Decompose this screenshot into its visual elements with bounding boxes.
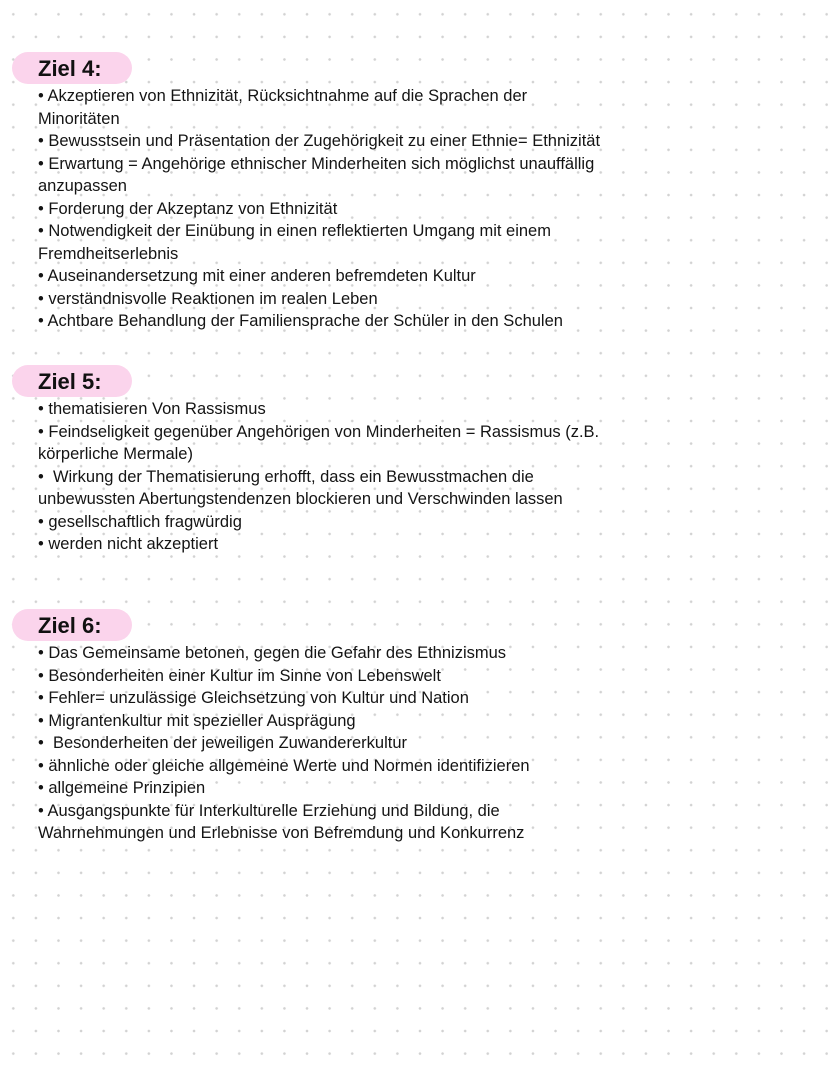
list-line: • Akzeptieren von Ethnizität, Rücksichtnahme auf die Sprachen der xyxy=(38,87,528,105)
list-line: • Besonderheiten der jeweiligen Zuwandererkultur xyxy=(38,734,407,752)
list-line: • Erwartung = Angehörige ethnischer Minderheiten sich möglichst unauffällig xyxy=(38,154,595,173)
list-line: • Notwendigkeit der Einübung in einen reflektierten Umgang mit einem xyxy=(38,222,551,240)
list-line: unbewussten Abertungstendenzen blockieren und Verschwinden lassen xyxy=(38,490,563,508)
list-line: • werden nicht akzeptiert xyxy=(38,535,219,553)
list-line: • Achtbare Behandlung der Familiensprache der Schüler in den Schulen xyxy=(38,312,563,330)
list-line: • verständnisvolle Reaktionen im realen Leben xyxy=(38,289,378,308)
list-line: • Wirkung der Thematisierung erhofft, dass ein Bewusstmachen die xyxy=(38,467,534,486)
section-heading xyxy=(38,365,798,399)
section-ziel-4 xyxy=(38,52,798,333)
list-line: • allgemeine Prinzipien xyxy=(38,779,206,797)
list-line: • gesellschaftlich fragwürdig xyxy=(38,512,242,531)
list-line: • Besonderheiten einer Kultur im Sinne von Lebenswelt xyxy=(38,666,441,685)
bullet-list xyxy=(38,398,798,556)
section-ziel-5 xyxy=(38,365,798,556)
list-line: anzupassen xyxy=(38,177,127,195)
section-title: Ziel 4: xyxy=(38,56,102,81)
list-line: Minoritäten xyxy=(38,109,120,128)
list-line: • Feindseligkeit gegenüber Angehörigen von Minderheiten = Rassismus (z.B. xyxy=(38,422,600,441)
list-line: • Auseinandersetzung mit einer anderen befremdeten Kultur xyxy=(38,267,476,285)
list-line: • Bewusstsein und Präsentation der Zugehörigkeit zu einer Ethnie= Ethnizität xyxy=(38,132,601,150)
list-line: • ähnliche oder gleiche allgemeine Werte und Normen identifizieren xyxy=(38,756,530,775)
list-line: • Migrantenkultur mit spezieller Ausprägung xyxy=(38,711,356,730)
list-line: • Fehler= unzulässige Gleichsetzung von Kultur und Nation xyxy=(38,689,469,707)
list-line: körperliche Mermale) xyxy=(38,445,193,463)
list-line: Fremdheitserlebnis xyxy=(38,244,179,263)
bullet-list xyxy=(38,642,798,845)
section-heading xyxy=(38,52,798,86)
list-line: • Ausgangspunkte für Interkulturelle Erziehung und Bildung, die xyxy=(38,801,500,820)
section-ziel-6 xyxy=(38,609,798,845)
section-heading xyxy=(38,609,798,643)
section-title: Ziel 6: xyxy=(38,613,102,638)
list-line: • Forderung der Akzeptanz von Ethnizität xyxy=(38,199,338,218)
list-line: Wahrnehmungen und Erlebnisse von Befremdung und Konkurrenz xyxy=(38,824,525,842)
list-line: • thematisieren Von Rassismus xyxy=(38,400,266,418)
bullet-list xyxy=(38,85,798,333)
section-title: Ziel 5: xyxy=(38,369,102,394)
list-line: • Das Gemeinsame betonen, gegen die Gefahr des Ethnizismus xyxy=(38,644,507,662)
